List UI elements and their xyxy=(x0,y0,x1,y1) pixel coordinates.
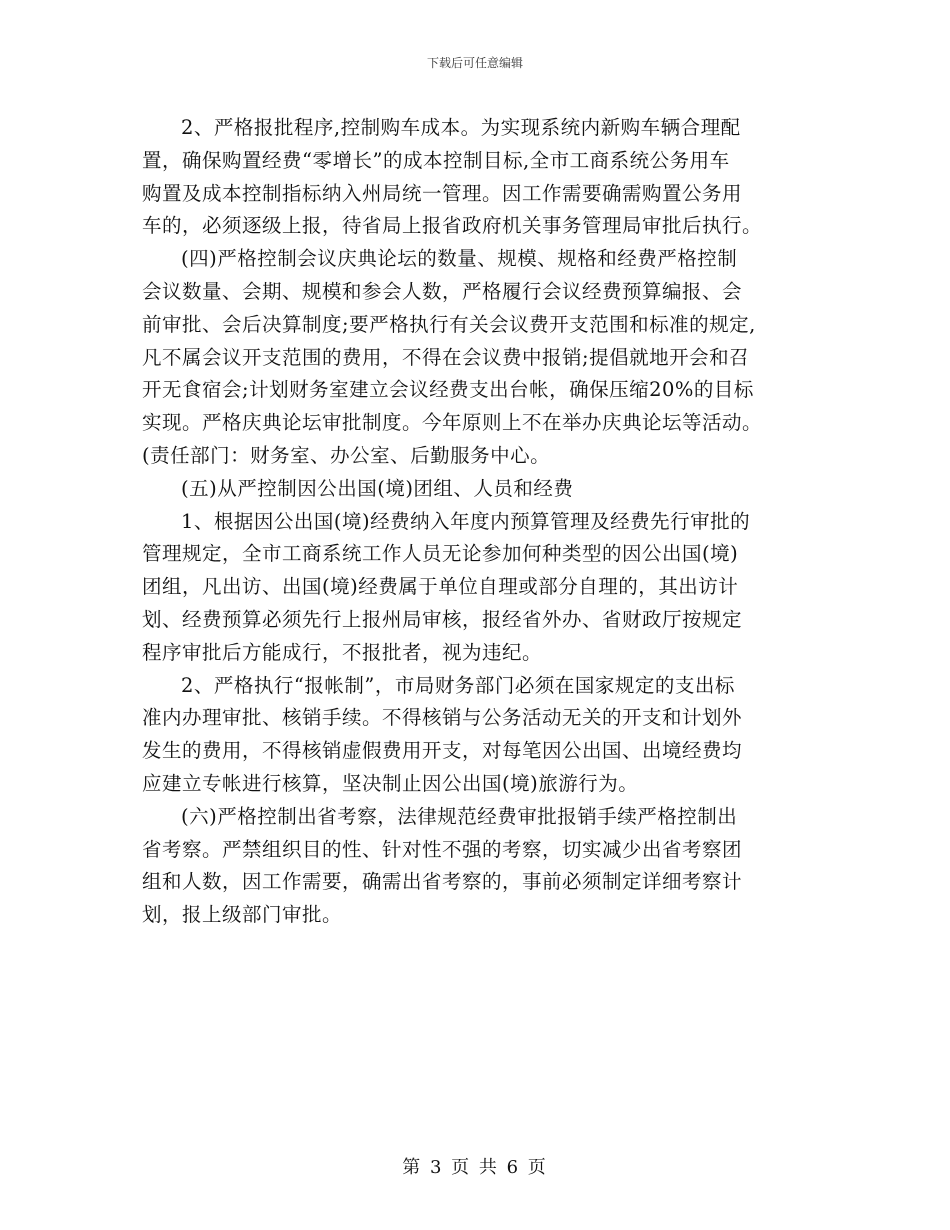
text-line: 2、严格报批程序,控制购车成本。为实现系统内新购车辆合理配 xyxy=(181,116,741,139)
text-line: 省考察。严禁组织目的性、针对性不强的考察，切实减少出省考察团 xyxy=(142,837,743,861)
document-body xyxy=(142,112,810,932)
text-line: 实现。严格庆典论坛审批制度。今年原则上不在举办庆典论坛等活动。 xyxy=(142,411,763,435)
text-line: (五)从严控制因公出国(境)团组、人员和经费 xyxy=(181,476,574,500)
page-header: 下载后可任意编辑 xyxy=(426,56,523,70)
paragraph xyxy=(142,506,810,670)
text-line: 划，报上级部门审批。 xyxy=(142,903,343,927)
section-heading xyxy=(142,473,810,506)
text-line: 会议数量、会期、规模和参会人数，严格履行会议经费预算编报、会 xyxy=(142,279,743,303)
paragraph xyxy=(142,801,810,932)
page-number-footer: 第 3 页 共 6 页 xyxy=(402,1157,548,1178)
text-line: 划、经费预算必须先行上报州局审核，报经省外办、省财政厅按规定 xyxy=(142,607,743,631)
text-line: 程序审批后方能成行，不报批者，视为违纪。 xyxy=(142,640,543,664)
paragraph xyxy=(142,670,810,801)
text-line: 凡不属会议开支范围的费用，不得在会议费中报销;提倡就地开会和召 xyxy=(142,345,750,369)
text-line: 准内办理审批、核销手续。不得核销与公务活动无关的开支和计划外 xyxy=(142,706,743,730)
text-line: 置，确保购置经费“零增长”的成本控制目标,全市工商系统公务用车 xyxy=(142,148,730,172)
paragraph xyxy=(142,112,810,243)
text-line: 1、根据因公出国(境)经费纳入年度内预算管理及经费先行审批的 xyxy=(181,509,751,533)
text-line: 2、严格执行“报帐制”，市局财务部门必须在国家规定的支出标 xyxy=(181,673,735,697)
text-line: 团组，凡出访、出国(境)经费属于单位自理或部分自理的，其出访计 xyxy=(142,575,739,599)
text-line: (四)严格控制会议庆典论坛的数量、规模、规格和经费严格控制 xyxy=(181,247,738,271)
text-line: 车的，必须逐级上报，待省局上报省政府机关事务管理局审批后执行。 xyxy=(142,214,763,238)
text-line: 发生的费用，不得核销虚假费用开支，对每笔因公出国、出境经费均 xyxy=(142,739,743,763)
text-line: 应建立专帐进行核算，坚决制止因公出国(境)旅游行为。 xyxy=(142,771,639,795)
text-line: 购置及成本控制指标纳入州局统一管理。因工作需要确需购置公务用 xyxy=(142,181,743,205)
text-line: (责任部门：财务室、办公室、后勤服务中心。 xyxy=(142,443,551,467)
text-line: 组和人数，因工作需要，确需出省考察的，事前必须制定详细考察计 xyxy=(142,870,743,894)
text-line: (六)严格控制出省考察，法律规范经费审批报销手续严格控制出 xyxy=(181,804,738,828)
text-line: 开无食宿会;计划财务室建立会议经费支出台帐，确保压缩20%的目标 xyxy=(142,378,754,402)
paragraph xyxy=(142,243,810,473)
text-line: 管理规定，全市工商系统工作人员无论参加何种类型的因公出国(境) xyxy=(142,542,739,566)
text-line: 前审批、会后决算制度;要严格执行有关会议费开支范围和标准的规定, xyxy=(142,312,756,336)
